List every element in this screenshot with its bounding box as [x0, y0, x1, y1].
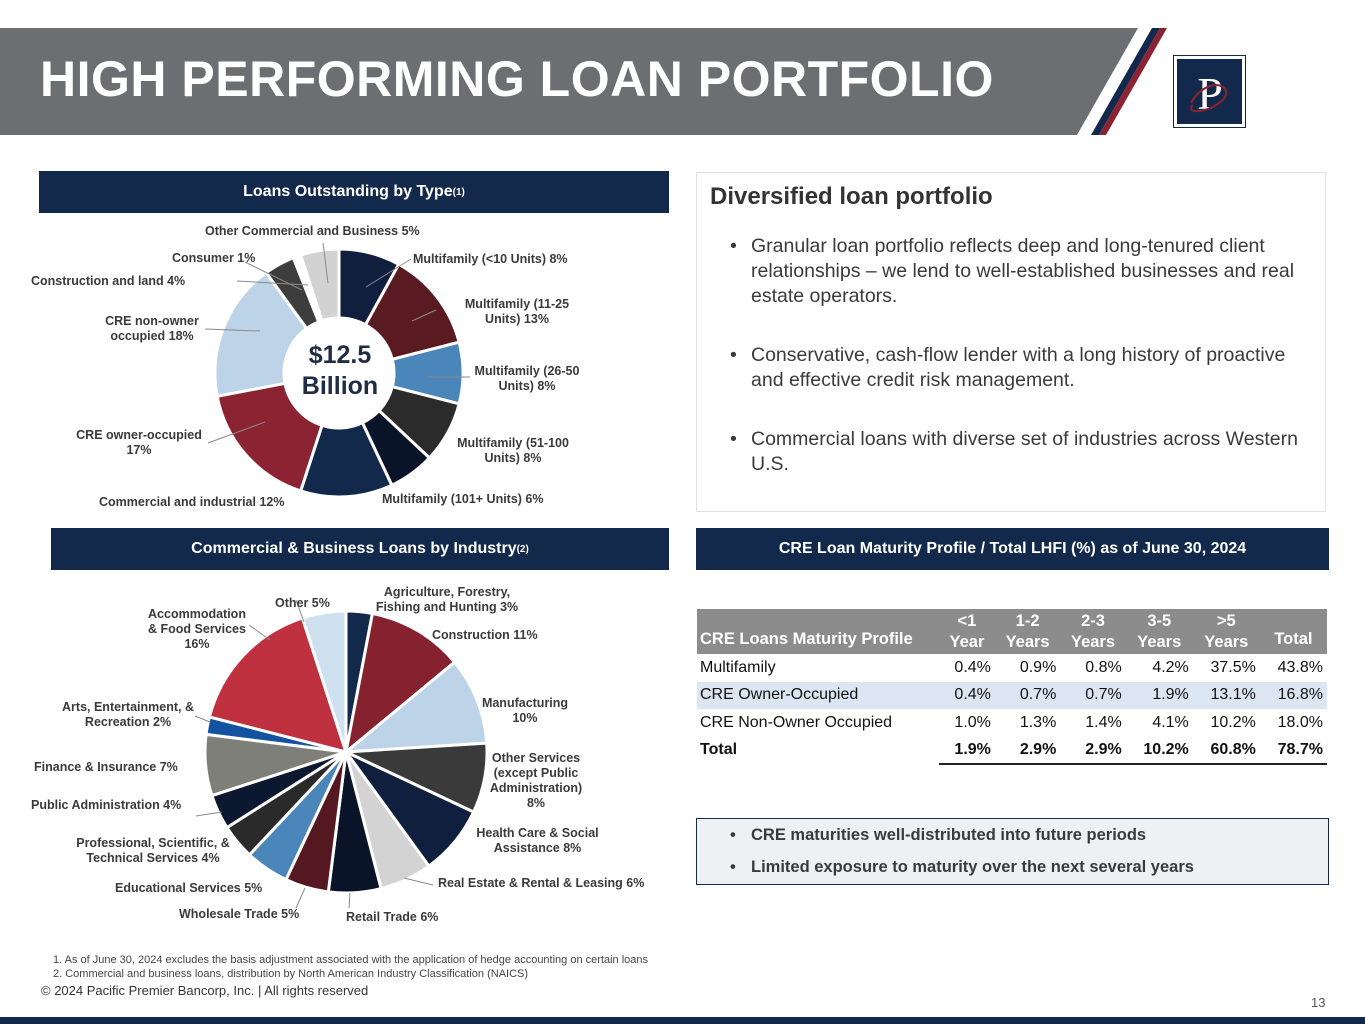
table-cell: 1.3% — [1019, 713, 1057, 731]
col-header-2-3: 2-3 Years — [1060, 609, 1125, 654]
label-professional: Professional, Scientific, & Technical Services 4% — [76, 836, 230, 865]
bullet-item: • Commercial loans with diverse set of industries across Western U.S. — [730, 427, 1320, 477]
table-cell: 16.8% — [1260, 682, 1327, 710]
table-cell: 1.9% — [1126, 682, 1193, 710]
maturity-heading: CRE Loan Maturity Profile / Total LHFI (%) as of June 30, 2024 — [696, 528, 1329, 570]
table-cell: 4.2% — [1152, 658, 1189, 676]
label-other-services: Other Services (except Public Administration) 8% — [489, 751, 583, 810]
table-row — [697, 682, 1327, 710]
table-cell: 1.0% — [954, 713, 991, 731]
col-header-total: Total — [1260, 609, 1327, 654]
row-label: CRE Non-Owner Occupied — [700, 713, 893, 731]
label-cre-owner: CRE owner-occupied 17% — [76, 428, 202, 457]
table-cell: 1.9% — [939, 737, 995, 765]
label-other-commercial: Other Commercial and Business 5% — [205, 224, 420, 238]
footnote: 1. As of June 30, 2024 excludes the basis adjustment associated with the application of hedge accounting on certain loans — [53, 954, 649, 966]
table-cell: 60.8% — [1193, 737, 1260, 765]
page-number: 13 — [1311, 995, 1326, 1010]
maturity-table — [697, 609, 1327, 765]
row-label: CRE Owner-Occupied — [697, 682, 939, 710]
table-header-row — [697, 609, 1327, 654]
label-finance: Finance & Insurance 7% — [34, 760, 178, 774]
diversified-title: Diversified loan portfolio — [710, 183, 993, 210]
label-other: Other 5% — [275, 596, 330, 610]
label-agriculture: Agriculture, Forestry, Fishing and Hunting 3% — [375, 585, 519, 614]
label-retail-trade: Retail Trade 6% — [346, 910, 439, 924]
label-mf-26-50: Multifamily (26-50 Units) 8% — [474, 364, 580, 393]
label-wholesale-trade: Wholesale Trade 5% — [179, 907, 300, 921]
table-row — [697, 709, 1327, 737]
label-consumer: Consumer 1% — [172, 251, 256, 265]
loans-by-type-heading: Loans Outstanding by Type (1) — [39, 171, 669, 213]
industry-pie — [205, 611, 487, 893]
note-item: • Limited exposure to maturity over the next several years — [730, 857, 1194, 877]
table-cell: 13.1% — [1193, 682, 1260, 710]
maturity-notes — [730, 825, 1194, 889]
label-educational: Educational Services 5% — [115, 881, 263, 895]
industry-heading: Commercial & Business Loans by Industry (2) — [51, 528, 669, 570]
table-cell: 78.7% — [1260, 737, 1327, 765]
table-cell: 10.2% — [1210, 713, 1256, 731]
label-mf-51-100: Multifamily (51-100 Units) 8% — [457, 436, 569, 465]
row-label: Total — [700, 741, 738, 759]
copyright: © 2024 Pacific Premier Bancorp, Inc. | All rights reserved — [41, 983, 369, 998]
table-cell: 37.5% — [1210, 658, 1256, 676]
table-cell: 4.1% — [1152, 713, 1189, 731]
note-item: • CRE maturities well-distributed into future periods — [730, 825, 1194, 845]
table-cell: 2.9% — [995, 737, 1060, 765]
table-cell: 0.4% — [954, 658, 991, 676]
label-construction: Construction 11% — [432, 628, 538, 642]
page-title: HIGH PERFORMING LOAN PORTFOLIO — [40, 51, 994, 107]
label-health-care: Health Care & Social Assistance 8% — [476, 826, 599, 855]
label-accommodation: Accommodation & Food Services 16% — [148, 607, 246, 651]
col-header-lt1: <1 Year — [939, 609, 995, 654]
label-real-estate: Real Estate & Rental & Leasing 6% — [438, 876, 645, 890]
row-label: Multifamily — [700, 658, 776, 676]
table-cell: 0.7% — [995, 682, 1060, 710]
diversified-bullets — [730, 234, 1320, 511]
bullet-item: • Granular loan portfolio reflects deep and long-tenured client relationships – we lend to well-established businesses and real estate operators. — [730, 234, 1320, 309]
label-public-admin: Public Administration 4% — [31, 798, 182, 812]
col-header-profile: CRE Loans Maturity Profile — [697, 609, 939, 654]
table-cell: 43.8% — [1277, 658, 1323, 676]
label-arts: Arts, Entertainment, & Recreation 2% — [62, 700, 194, 729]
table-cell: 1.4% — [1085, 713, 1122, 731]
col-header-1-2: 1-2 Years — [995, 609, 1060, 654]
table-cell: 0.8% — [1085, 658, 1122, 676]
label-construction-land: Construction and land 4% — [31, 274, 186, 288]
bullet-item: • Conservative, cash-flow lender with a long history of proactive and effective credit risk management. — [730, 343, 1320, 393]
table-cell: 10.2% — [1126, 737, 1193, 765]
footnote: 2. Commercial and business loans, distribution by North American Industry Classification (NAICS) — [53, 968, 529, 980]
table-cell: 18.0% — [1277, 713, 1323, 731]
label-manufacturing: Manufacturing 10% — [481, 696, 569, 725]
col-header-3-5: 3-5 Years — [1126, 609, 1193, 654]
col-header-gt5: >5 Years — [1193, 609, 1260, 654]
label-cre-non-owner: CRE non-owner occupied 18% — [105, 314, 199, 343]
table-row — [697, 654, 1327, 682]
label-mf-101: Multifamily (101+ Units) 6% — [382, 492, 544, 506]
footnotes — [53, 953, 648, 981]
table-total-row — [697, 737, 1327, 765]
label-commercial-industrial: Commercial and industrial 12% — [99, 495, 285, 509]
table-cell: 0.9% — [1019, 658, 1057, 676]
table-cell: 0.7% — [1060, 682, 1125, 710]
table-cell: 0.4% — [939, 682, 995, 710]
label-mf-11-25: Multifamily (11-25 Units) 13% — [464, 297, 570, 326]
bottom-bar — [0, 1017, 1365, 1024]
label-mf-lt10: Multifamily (<10 Units) 8% — [413, 252, 568, 266]
svg-text:P: P — [1197, 68, 1223, 119]
donut-center-label: $12.5 Billion — [301, 341, 379, 400]
table-cell: 2.9% — [1060, 737, 1125, 765]
